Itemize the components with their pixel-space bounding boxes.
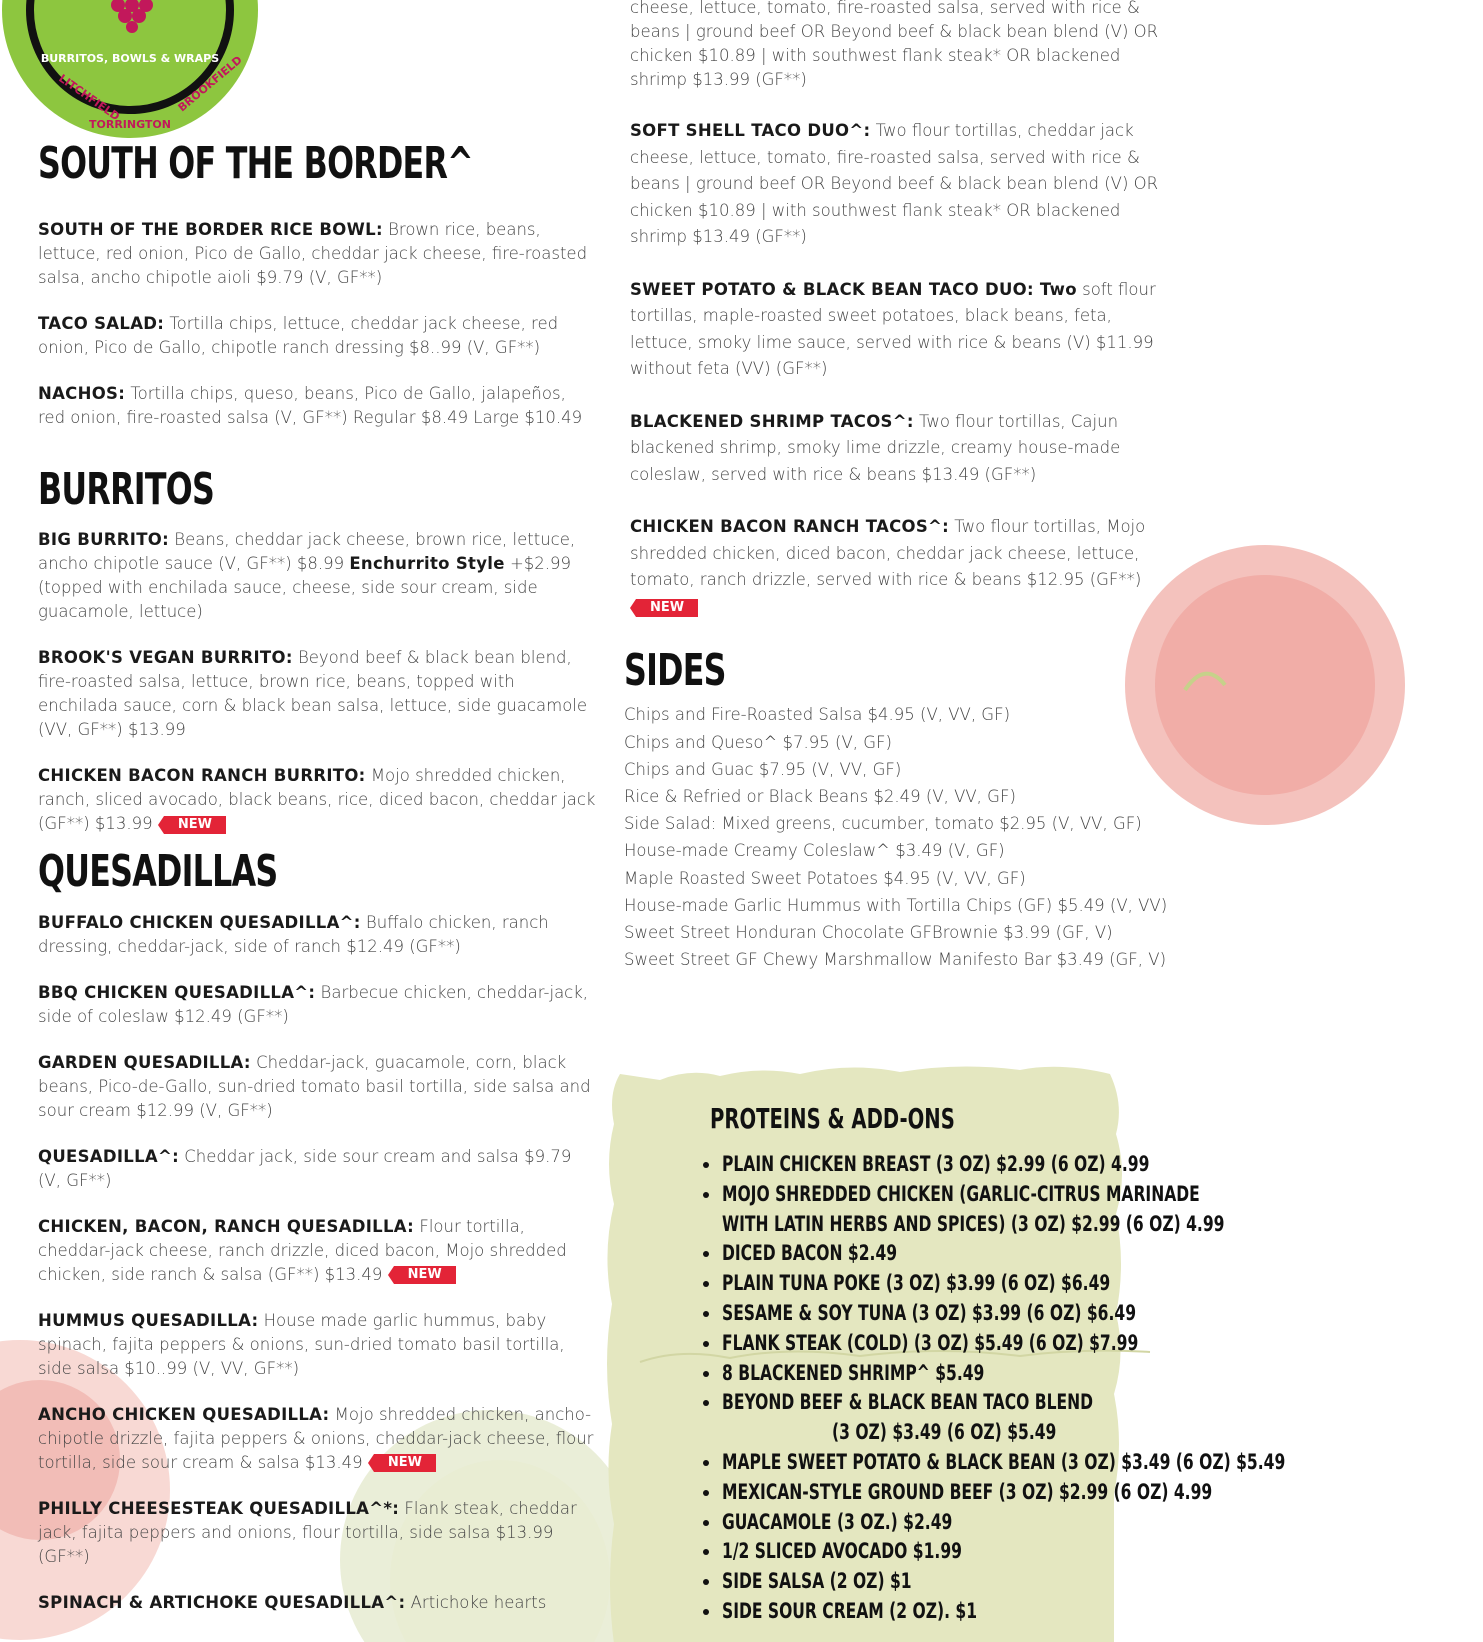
menu-item: QUESADILLA^: Cheddar jack, side sour cream and salsa $9.79 (V, GF**) [38, 1146, 572, 1190]
section-title-burritos: BURRITOS [38, 464, 215, 515]
list-item: • PLAIN TUNA POKE (3 OZ) $3.99 (6 OZ) $6.49 [722, 1269, 1192, 1299]
logo-location-2: TORRINGTON [89, 118, 171, 131]
section-title-south-of-the-border: SOUTH OF THE BORDER^ [38, 138, 473, 189]
list-item: Chips and Fire-Roasted Salsa $4.95 (V, VV, GF) [624, 705, 1011, 725]
list-item: • GUACAMOLE (3 OZ.) $2.49 [722, 1508, 1192, 1538]
list-item: Chips and Guac $7.95 (V, VV, GF) [624, 759, 902, 779]
menu-item: PHILLY CHEESESTEAK QUESADILLA^*: Flank steak, cheddar jack, fajita peppers and onions, flour tortilla, side salsa $13.99 (GF**) [38, 1498, 577, 1566]
list-item: • 1/2 SLICED AVOCADO $1.99 [722, 1537, 1192, 1567]
list-item: • BEYOND BEEF & BLACK BEAN TACO BLEND [722, 1388, 1192, 1418]
menu-item: GARDEN QUESADILLA: Cheddar-jack, guacamole, corn, black beans, Pico-de-Gallo, sun-dried tomato basil tortilla, side salsa and sour cream $12.99 (V, GF**) [38, 1052, 591, 1120]
menu-item: NACHOS: Tortilla chips, queso, beans, Pico de Gallo, jalapeños, red onion, fire-roasted salsa (V, GF**) Regular $8.49 Large $10.49 [38, 384, 583, 427]
menu-item: SOFT SHELL TACO DUO^: Two flour tortillas, cheddar jack cheese, lettuce, tomato, fire-roasted salsa, served with rice & beans | ground beef OR Beyond beef & black bean blend (V) OR chicken $10.89 | with southwest flank steak* OR blackened shrimp $13.49 (GF**) [630, 121, 1159, 246]
list-item: • MAPLE SWEET POTATO & BLACK BEAN (3 OZ) $3.49 (6 OZ) $5.49 [722, 1448, 1192, 1478]
list-item: • SIDE SALSA (2 OZ) $1 [722, 1567, 1192, 1597]
logo-tagline: BURRITOS, BOWLS & WRAPS [40, 52, 220, 65]
list-item: WITH LATIN HERBS AND SPICES) (3 OZ) $2.99 (6 OZ) 4.99 [722, 1211, 1225, 1236]
list-item: (3 OZ) $3.49 (6 OZ) $5.49 [832, 1420, 1057, 1445]
list-item: Sweet Street GF Chewy Marshmallow Manifesto Bar $3.49 (GF, V) [624, 950, 1167, 970]
section-title-sides: SIDES [624, 645, 726, 696]
list-item: • DICED BACON $2.49 [722, 1239, 1192, 1269]
menu-item: BLACKENED SHRIMP TACOS^: Two flour tortillas, Cajun blackened shrimp, smoky lime drizzle, creamy house-made coleslaw, served with rice & beans $13.49 (GF**) [630, 411, 1121, 484]
list-item: Chips and Queso^ $7.95 (V, GF) [624, 732, 892, 752]
menu-item: CHICKEN BACON RANCH BURRITO: Mojo shredded chicken, ranch, sliced avocado, black beans, rice, diced bacon, cheddar jack (GF**) $13.99 NEW [38, 766, 596, 834]
list-item: Sweet Street Honduran Chocolate GFBrownie $3.99 (GF, V) [624, 923, 1113, 943]
list-item: House-made Garlic Hummus with Tortilla Chips (GF) $5.49 (V, VV) [624, 895, 1168, 915]
section-title-proteins: PROTEINS & ADD-ONS [710, 1102, 955, 1135]
left-column [38, 140, 598, 1615]
proteins-panel [640, 1062, 1286, 1642]
list-item: House-made Creamy Coleslaw^ $3.49 (V, GF) [624, 841, 1005, 861]
new-badge: NEW [636, 599, 698, 617]
menu-item: SPINACH & ARTICHOKE QUESADILLA^: Artichoke hearts [38, 1592, 547, 1612]
menu-item: SWEET POTATO & BLACK BEAN TACO DUO: Two soft flour tortillas, maple-roasted sweet potatoes, black beans, feta, lettuce, smoky lime sauce, served with rice & beans (V) $11.99 without feta (VV) (GF**) [630, 279, 1156, 378]
menu-item: CHICKEN BACON RANCH TACOS^: Two flour tortillas, Mojo shredded chicken, diced bacon, cheddar jack cheese, lettuce, tomato, ranch drizzle, served with rice & beans $12.95 (GF**) [630, 517, 1146, 589]
section-title-quesadillas: QUESADILLAS [38, 846, 278, 898]
menu-item: HUMMUS QUESADILLA: House made garlic hummus, baby spinach, fajita peppers & onions, sun-dried tomato basil tortilla, side salsa $10..99 (V, VV, GF**) [38, 1310, 565, 1378]
new-badge: NEW [394, 1266, 456, 1284]
menu-item: ANCHO CHICKEN QUESADILLA: Mojo shredded chicken, ancho-chipotle drizzle, fajita peppers & onions, cheddar-jack cheese, flour tortilla, side sour cream & salsa $13.49 NEW [38, 1404, 594, 1472]
restaurant-logo [0, 0, 260, 150]
list-item: • 8 BLACKENED SHRIMP^ $5.49 [722, 1359, 1192, 1389]
menu-item: cheese, lettuce, tomato, fire-roasted salsa, served with rice & beans | ground beef OR Beyond beef & black bean blend (V) OR chicken $10.89 | with southwest flank steak* OR blackened shrimp $13.99 (GF**) [630, 0, 1159, 89]
sides-list [624, 701, 1180, 973]
list-item: Rice & Refried or Black Beans $2.49 (V, VV, GF) [624, 787, 1016, 806]
list-item: • MEXICAN-STYLE GROUND BEEF (3 OZ) $2.99 (6 OZ) 4.99 [722, 1478, 1192, 1508]
proteins-list [700, 1150, 1286, 1627]
new-badge: NEW [374, 1454, 436, 1472]
menu-item: TACO SALAD: Tortilla chips, lettuce, cheddar jack cheese, red onion, Pico de Gallo, chipotle ranch dressing $8..99 (V, GF**) [38, 314, 559, 357]
logo-location-1: LITCHFIELD [56, 71, 123, 124]
list-item: • MOJO SHREDDED CHICKEN (GARLIC-CITRUS MARINADE [722, 1180, 1192, 1210]
logo-location-3: BROOKFIELD [175, 53, 245, 115]
new-badge: NEW [164, 816, 226, 834]
right-column [624, 0, 1180, 973]
list-item: • SIDE SOUR CREAM (2 OZ). $1 [722, 1597, 1192, 1627]
menu-item: BIG BURRITO: Beans, cheddar jack cheese, brown rice, lettuce, ancho chipotle sauce (V, GF**) $8.99 Enchurrito Style +$2.99 (topped with enchilada sauce, cheese, side sour cream, side guacamole, lettuce) [38, 530, 576, 622]
list-item: • FLANK STEAK (COLD) (3 OZ) $5.49 (6 OZ) $7.99 [722, 1329, 1192, 1359]
menu-item: SOUTH OF THE BORDER RICE BOWL: Brown rice, beans, lettuce, red onion, Pico de Gallo, cheddar jack cheese, fire-roasted salsa, ancho chipotle aioli $9.79 (V, GF**) [38, 220, 588, 287]
list-item: • PLAIN CHICKEN BREAST (3 OZ) $2.99 (6 OZ) 4.99 [722, 1150, 1192, 1180]
menu-item: BROOK'S VEGAN BURRITO: Beyond beef & black bean blend, fire-roasted salsa, lettuce, brown rice, beans, topped with enchilada sauce, corn & black bean salsa, lettuce, side guacamole (VV, GF**) $13.99 [38, 648, 588, 740]
list-item: • SESAME & SOY TUNA (3 OZ) $3.99 (6 OZ) $6.49 [722, 1299, 1192, 1329]
menu-item: CHICKEN, BACON, RANCH QUESADILLA: Flour tortilla, cheddar-jack cheese, ranch drizzle, diced bacon, Mojo shredded chicken, side ranch & salsa (GF**) $13.49 NEW [38, 1216, 567, 1284]
list-item: Maple Roasted Sweet Potatoes $4.95 (V, VV, GF) [624, 868, 1026, 888]
menu-item: BBQ CHICKEN QUESADILLA^: Barbecue chicken, cheddar-jack, side of coleslaw $12.49 (GF**) [38, 982, 589, 1026]
list-item: Side Salad: Mixed greens, cucumber, tomato $2.95 (V, VV, GF) [624, 814, 1142, 834]
menu-item: BUFFALO CHICKEN QUESADILLA^: Buffalo chicken, ranch dressing, cheddar-jack, side of ranch $12.49 (GF**) [38, 912, 549, 956]
